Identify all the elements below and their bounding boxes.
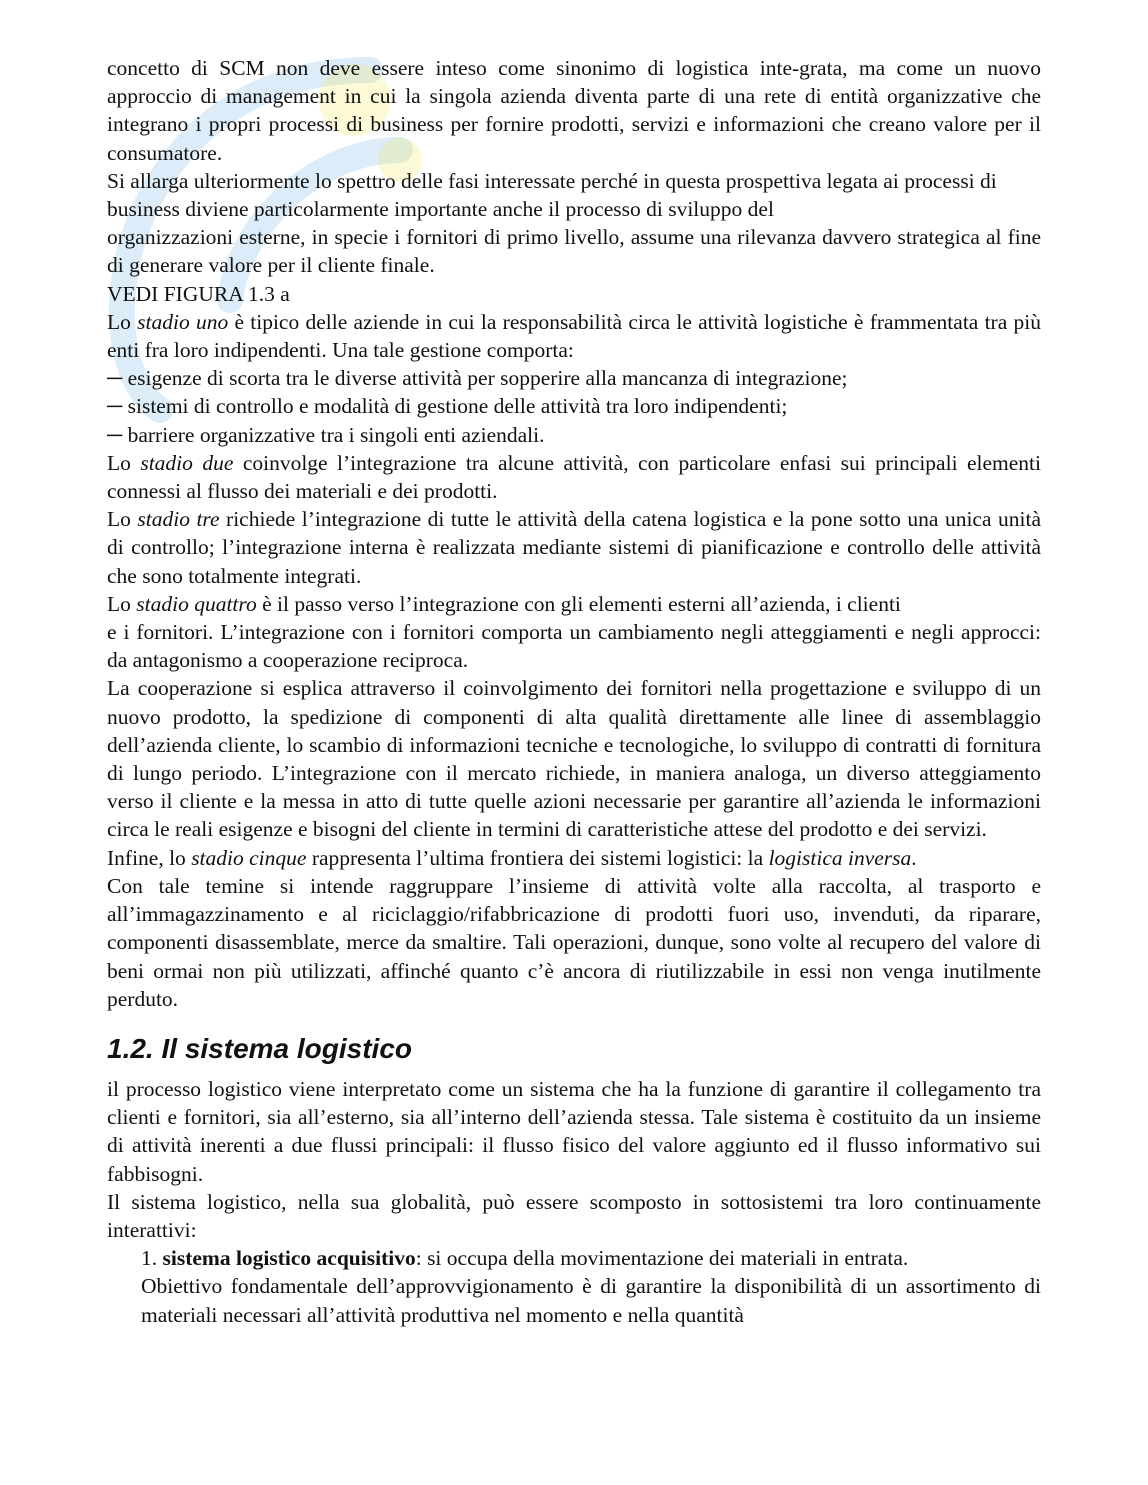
figure-reference: VEDI FIGURA 1.3 a xyxy=(107,281,290,306)
bullet-item: ─ barriere organizzative tra i singoli enti aziendali. xyxy=(107,422,545,447)
paragraph-stadio-quattro-cont: e i fornitori. L’integrazione con i fornitori comporta un cambiamento negli atteggiamenti e negli approcci: da antagonismo a cooperazione reciproca. xyxy=(107,620,1041,673)
bullet-item: ─ esigenze di scorta tra le diverse attività per sopperire alla mancanza di integrazione; xyxy=(107,366,848,391)
paragraph-stadio-due: Lo stadio due coinvolge l’integrazione tra alcune attività, con particolare enfasi sui principali elementi connessi al flusso dei materiali e dei prodotti. xyxy=(107,450,1041,504)
paragraph-stadio-quattro: Lo stadio quattro è il passo verso l’integrazione con gli elementi esterni all’azienda, i clienti xyxy=(107,591,901,616)
paragraph-logistica-inversa: Con tale temine si intende raggruppare l’insieme di attività volte alla raccolta, al trasporto e all’immagazzinamento e al riciclaggio/rifabbricazione di prodotti fuori uso, invenduti, da riparare, componenti disassemblate, merce da smaltire. Tali operazioni, dunque, sono volte al recupero del valore di beni ormai non più utilizzati, affinché quanto c’è ancora di riutilizzabile in essi non venga inutilmente perduto. xyxy=(107,873,1041,1011)
paragraph-scm-concept: concetto di SCM non deve essere inteso come sinonimo di logistica inte-grata, ma come un nuovo approccio di management in cui la singola azienda diventa parte di una rete di entità organizzative che integrano i propri processi di business per fornire prodotti, servizi e informazioni che creano valore per il consumatore. xyxy=(107,56,1041,165)
paragraph-sottosistemi: Il sistema logistico, nella sua globalità, può essere scomposto in sottosistemi tra loro continuamente interattivi: xyxy=(107,1189,1041,1242)
paragraph-stadio-tre: Lo stadio tre richiede l’integrazione di tutte le attività della catena logistica e la pone sotto una unica unità di controllo; l’integrazione interna è realizzata mediante sistemi di pianificazione e controllo delle attività che sono totalmente integrati. xyxy=(107,507,1042,588)
paragraph-cooperazione: La cooperazione si esplica attraverso il coinvolgimento dei fornitori nella progettazione e sviluppo di un nuovo prodotto, la spedizione di componenti di alta qualità direttamente alle linee di assemblaggio dell’azienda cliente, lo scambio di informazioni tecniche e tecnologiche, lo sviluppo di contratti di fornitura di lungo periodo. L’integrazione con il mercato richiede, in maniera analoga, un diverso atteggiamento verso il cliente e la messa in atto di tutte quelle azioni necessarie per garantire all’azienda le informazioni circa le reali esigenze e bisogni del cliente in termini di caratteristiche attese del prodotto e dei servizi. xyxy=(107,676,1041,842)
list-item-acquisitivo: 1. sistema logistico acquisitivo: si occupa della movimentazione dei materiali in entrata. xyxy=(141,1246,909,1271)
section-heading: 1.2. Il sistema logistico xyxy=(107,1032,413,1064)
bullet-item: ─ sistemi di controllo e modalità di gestione delle attività tra loro indipendenti; xyxy=(107,394,788,419)
paragraph-stadio-cinque: Infine, lo stadio cinque rappresenta l’ultima frontiera dei sistemi logistici: la logistica inversa. xyxy=(107,845,917,870)
paragraph-extension-a: Si allarga ulteriormente lo spettro delle fasi interessate perché in questa prospettiva legata ai processi di business diviene particolarmente importante anche il processo di sviluppo del xyxy=(107,168,997,222)
paragraph-sistema-logistico: il processo logistico viene interpretato come un sistema che ha la funzione di garantire il collegamento tra clienti e fornitori, sia all’esterno, sia all’interno dell’azienda stessa. Tale sistema è costituito da un insieme di attività inerenti a due flussi principali: il flusso fisico del valore aggiunto ed il flusso informativo sui fabbisogni. xyxy=(107,1076,1041,1186)
paragraph-extension-b: organizzazioni esterne, in specie i fornitori di primo livello, assume una rilevanza davvero strategica al fine di generare valore per il cliente finale. xyxy=(107,225,1041,278)
document-page xyxy=(107,54,1041,1329)
paragraph-stadio-uno: Lo stadio uno è tipico delle aziende in cui la responsabilità circa le attività logistiche è frammentata tra più enti fra loro indipendenti. Una tale gestione comporta: xyxy=(107,309,1041,363)
paragraph-approvvigionamento: Obiettivo fondamentale dell’approvvigionamento è di garantire la disponibilità di un assortimento di materiali necessari all’attività produttiva nel momento e nella quantità xyxy=(141,1274,1041,1327)
